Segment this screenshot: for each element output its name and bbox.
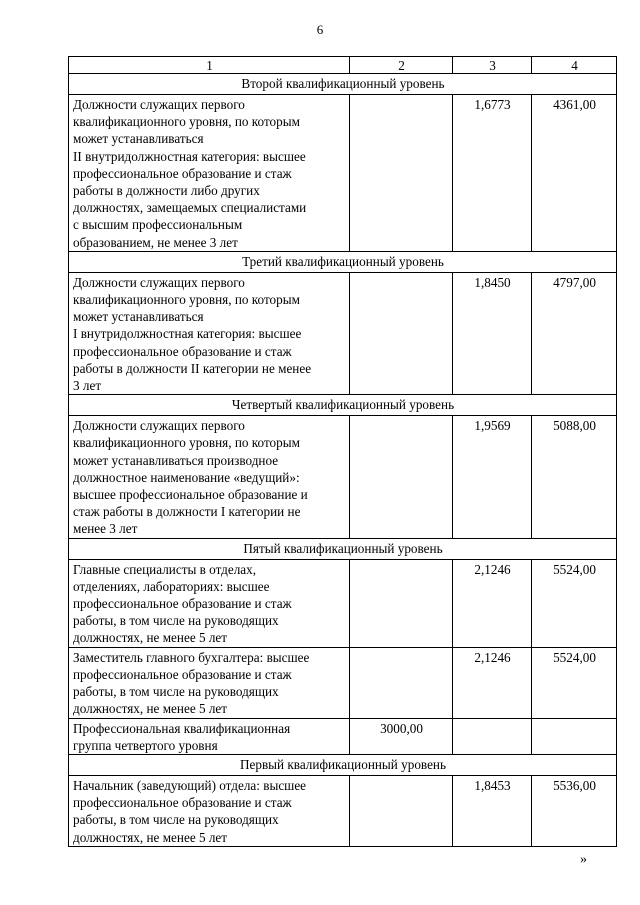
table-row bbox=[69, 647, 617, 718]
position-description: Должности служащих первого квалификационного уровня, по которым может устанавливаться I внутридолжностная категория: высшее профессиональное образование и стаж работы в должности II категории не менее 3 лет bbox=[69, 272, 350, 394]
position-description: Главные специалисты в отделах, отделениях, лабораториях: высшее профессиональное образование и стаж работы, в том числе на руководящих должностях, не менее 5 лет bbox=[69, 559, 350, 647]
salary-value bbox=[350, 647, 453, 718]
coefficient-value: 1,8450 bbox=[453, 272, 532, 394]
closing-quote-mark: » bbox=[580, 852, 587, 867]
table-row bbox=[69, 272, 617, 394]
section-heading: Первый квалификационный уровень bbox=[69, 754, 617, 775]
amount-value: 5524,00 bbox=[532, 559, 617, 647]
amount-value: 5536,00 bbox=[532, 775, 617, 846]
amount-value: 4361,00 bbox=[532, 95, 617, 252]
salary-value bbox=[350, 272, 453, 394]
position-description: Профессиональная квалификационная группа четвертого уровня bbox=[69, 718, 350, 754]
amount-value bbox=[532, 718, 617, 754]
salary-value: 3000,00 bbox=[350, 718, 453, 754]
position-description: Начальник (заведующий) отдела: высшее профессиональное образование и стаж работы, в том числе на руководящих должностях, не менее 5 лет bbox=[69, 775, 350, 846]
section-heading: Второй квалификационный уровень bbox=[69, 74, 617, 95]
column-number: 4 bbox=[532, 57, 617, 74]
section-heading: Третий квалификационный уровень bbox=[69, 251, 617, 272]
amount-value: 5088,00 bbox=[532, 416, 617, 538]
coefficient-value bbox=[453, 718, 532, 754]
position-description: Должности служащих первого квалификационного уровня, по которым может устанавливаться производное должностное наименование «ведущий»: высшее профессиональное образование и стаж работы в должности I категории не менее 3 лет bbox=[69, 416, 350, 538]
coefficient-value: 1,8453 bbox=[453, 775, 532, 846]
section-heading-row bbox=[69, 251, 617, 272]
position-description: Заместитель главного бухгалтера: высшее профессиональное образование и стаж работы, в том числе на руководящих должностях, не менее 5 лет bbox=[69, 647, 350, 718]
section-heading-row bbox=[69, 538, 617, 559]
column-number: 3 bbox=[453, 57, 532, 74]
table-row bbox=[69, 775, 617, 846]
salary-value bbox=[350, 559, 453, 647]
section-heading-row bbox=[69, 754, 617, 775]
section-heading: Четвертый квалификационный уровень bbox=[69, 395, 617, 416]
column-number: 1 bbox=[69, 57, 350, 74]
column-number: 2 bbox=[350, 57, 453, 74]
coefficient-value: 1,6773 bbox=[453, 95, 532, 252]
amount-value: 5524,00 bbox=[532, 647, 617, 718]
table-row bbox=[69, 718, 617, 754]
position-description: Должности служащих первого квалификационного уровня, по которым может устанавливаться II внутридолжностная категория: высшее профессиональное образование и стаж работы в должности либо других должностях, замещаемых специалистами с высшим профессиональным образованием, не менее 3 лет bbox=[69, 95, 350, 252]
table-row bbox=[69, 416, 617, 538]
salary-value bbox=[350, 775, 453, 846]
salary-value bbox=[350, 416, 453, 538]
salary-value bbox=[350, 95, 453, 252]
qualification-table bbox=[68, 56, 617, 847]
amount-value: 4797,00 bbox=[532, 272, 617, 394]
coefficient-value: 2,1246 bbox=[453, 647, 532, 718]
section-heading: Пятый квалификационный уровень bbox=[69, 538, 617, 559]
table-row bbox=[69, 95, 617, 252]
section-heading-row bbox=[69, 395, 617, 416]
coefficient-value: 2,1246 bbox=[453, 559, 532, 647]
coefficient-value: 1,9569 bbox=[453, 416, 532, 538]
page-number: 6 bbox=[316, 22, 324, 37]
table-row bbox=[69, 559, 617, 647]
column-number-row bbox=[69, 57, 617, 74]
section-heading-row bbox=[69, 74, 617, 95]
